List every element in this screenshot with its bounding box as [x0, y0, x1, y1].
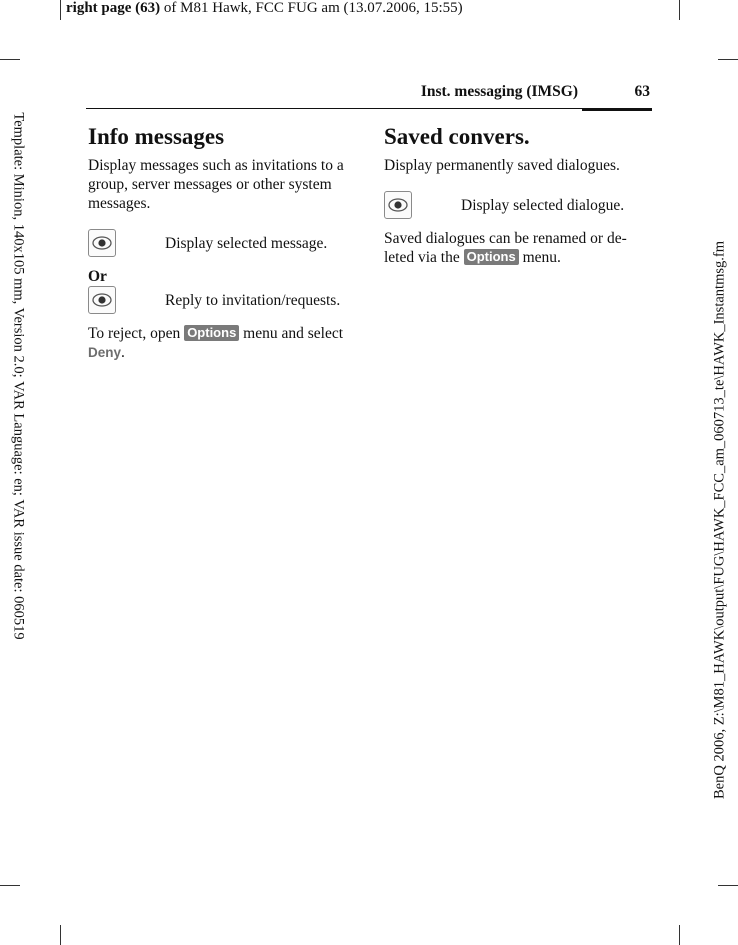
crop-mark — [0, 885, 20, 886]
info-messages-heading: Info messages — [88, 124, 225, 149]
crop-mark — [0, 59, 20, 60]
print-info-note — [66, 0, 463, 17]
section-title: Inst. messaging (IMSG) — [420, 83, 578, 100]
saved-convers-heading: Saved convers. — [384, 124, 530, 149]
saved-text-end: menu. — [518, 249, 561, 266]
deny-menu-item: Deny — [88, 345, 122, 360]
crop-mark — [679, 925, 680, 945]
template-info-text: Template: Minion, 140x105 mm, Version 2.0; VAR Language: en; VAR issue date: 060519 — [10, 112, 27, 640]
key-instruction-row — [88, 229, 358, 259]
options-softkey-label: Options — [464, 249, 519, 265]
navigation-center-key-icon — [384, 191, 412, 219]
navigation-center-key-icon — [88, 229, 116, 257]
reject-text-middle: menu and select — [239, 325, 344, 342]
reject-text-start: To reject, open — [88, 325, 185, 342]
page-number: 63 — [634, 83, 650, 100]
key-instruction-text: Display selected message. — [165, 235, 328, 252]
key-instruction-row — [88, 286, 358, 316]
left-column — [88, 122, 358, 362]
crop-mark — [60, 925, 61, 945]
key-instruction-text: Reply to invitation/requests. — [165, 292, 341, 309]
right-column — [384, 122, 646, 267]
key-instruction-row — [384, 191, 646, 221]
saved-dialogues-note — [384, 229, 646, 267]
saved-text-start: Saved dialogues can be renamed or de-leted via the — [384, 230, 627, 266]
crop-mark — [60, 0, 61, 20]
reject-instruction — [88, 324, 358, 362]
crop-mark — [718, 885, 738, 886]
crop-mark — [679, 0, 680, 20]
print-info-page: right page (63) — [66, 0, 161, 16]
options-softkey-label: Options — [184, 325, 239, 341]
saved-convers-intro: Display permanently saved dialogues. — [384, 157, 620, 174]
info-messages-intro: Display messages such as invitations to a group, server messages or other system messages. — [88, 157, 344, 212]
running-header — [86, 82, 652, 109]
reject-text-end: . — [121, 344, 125, 361]
navigation-center-key-icon — [88, 286, 116, 314]
crop-mark — [718, 59, 738, 60]
file-path-text: BenQ 2006, Z:\M81_HAWK\output\FUG\HAWK_FCC_am_060713_te\HAWK_Instantmsg.fm — [711, 241, 728, 799]
key-instruction-text: Display selected dialogue. — [461, 197, 625, 214]
header-accent-bar — [582, 108, 652, 111]
or-label: Or — [88, 268, 107, 285]
print-info-rest: of M81 Hawk, FCC FUG am (13.07.2006, 15:55) — [160, 0, 463, 16]
